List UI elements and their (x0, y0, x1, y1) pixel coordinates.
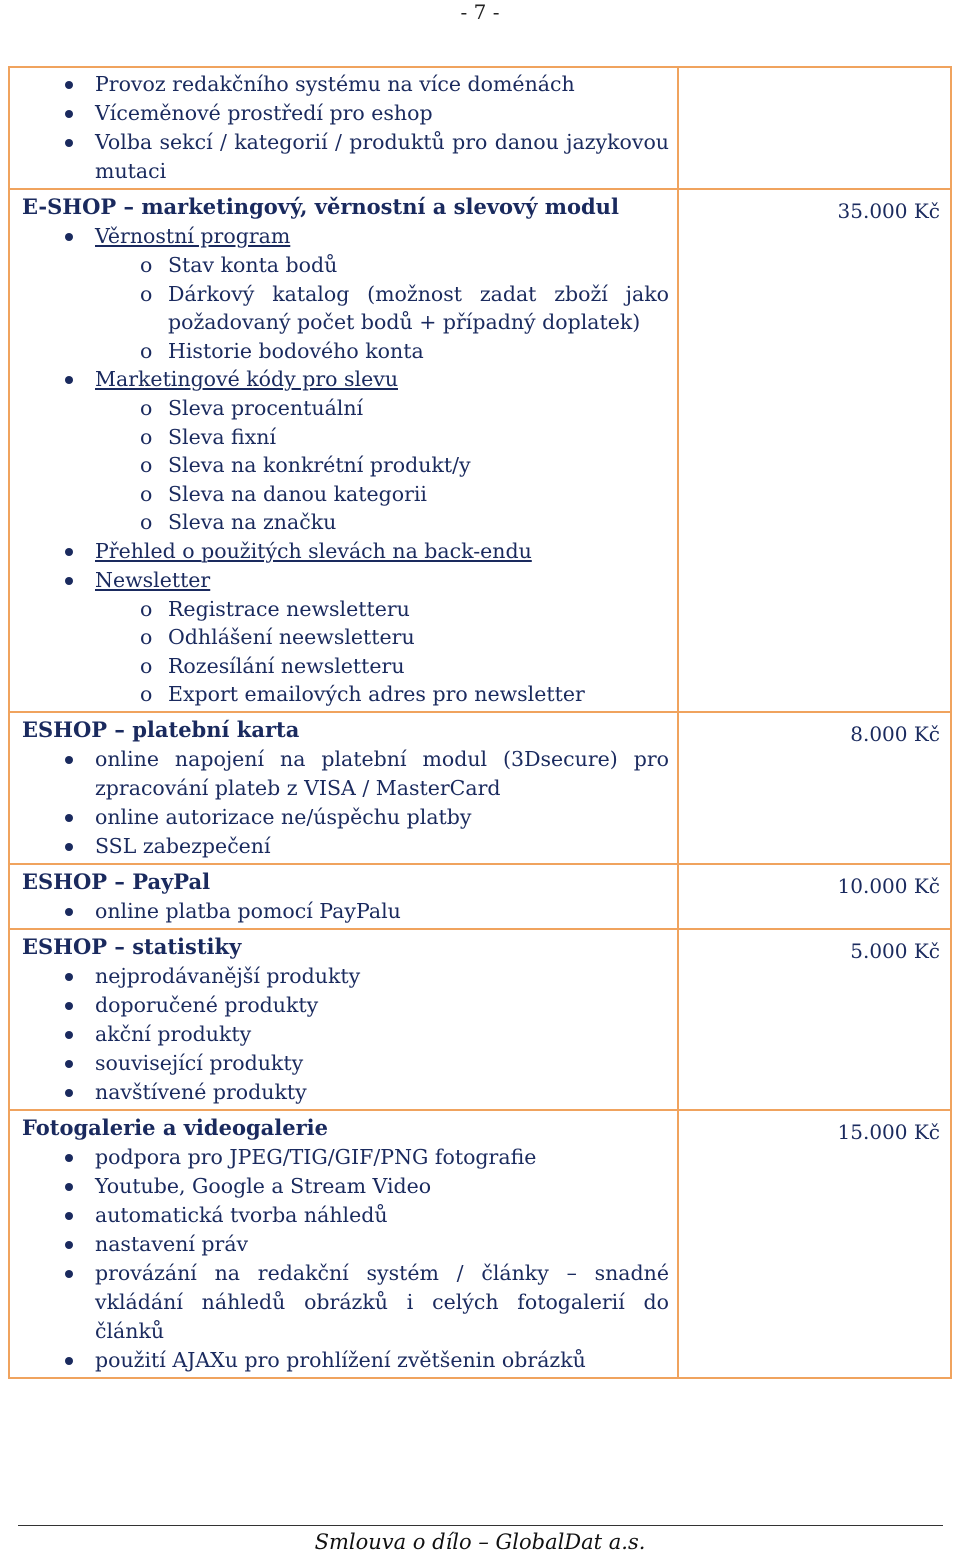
feature-item (22, 962, 677, 991)
footer-text: Smlouva o dílo – GlobalDat a.s. (314, 1530, 646, 1554)
feature-text: Sleva fixní (168, 424, 277, 449)
feature-text: navštívené produkty (95, 1079, 307, 1104)
feature-subitem (22, 394, 677, 423)
feature-text: doporučené produkty (95, 992, 319, 1017)
section-row (9, 189, 951, 712)
feature-text: Sleva procentuální (168, 396, 364, 420)
feature-text: Dárkový katalog (možnost zadat zboží jako požadovaný počet bodů + případný doplatek) (168, 281, 669, 334)
feature-item (22, 365, 677, 394)
section-price: 8.000 Kč (850, 721, 940, 746)
section-heading: ESHOP – statistiky (22, 933, 242, 959)
feature-item (22, 803, 677, 832)
feature-item (22, 70, 677, 99)
feature-text: související produkty (95, 1050, 304, 1075)
section-price-cell (678, 67, 951, 189)
section-row (9, 929, 951, 1110)
feature-text: Registrace newsletteru (168, 596, 410, 621)
section-content (9, 67, 678, 189)
section-row (9, 67, 951, 189)
feature-item (22, 99, 677, 128)
feature-item (22, 1346, 677, 1375)
feature-text: použití AJAXu pro prohlížení zvětšenin obrázků (95, 1347, 586, 1372)
feature-subitem (22, 251, 677, 280)
feature-subitem (22, 480, 677, 509)
feature-item (22, 832, 677, 861)
feature-text: Přehled o použitých slevách na back-endu (95, 538, 532, 563)
section-heading: ESHOP – PayPal (22, 868, 211, 894)
feature-item (22, 1259, 677, 1346)
section-row (9, 712, 951, 864)
section-heading: Fotogalerie a videogalerie (22, 1114, 328, 1140)
feature-text: Export emailových adres pro newsletter (168, 682, 585, 706)
feature-subitem (22, 451, 677, 480)
feature-text: Volba sekcí / kategorií / produktů pro danou jazykovou mutaci (95, 130, 669, 183)
feature-text: Sleva na danou kategorii (168, 481, 427, 506)
section-content (9, 189, 678, 712)
section-content (9, 864, 678, 929)
feature-subitem (22, 680, 677, 709)
feature-item (22, 1078, 677, 1107)
section-price: 15.000 Kč (837, 1119, 940, 1144)
feature-item (22, 897, 677, 926)
section-price: 5.000 Kč (850, 938, 940, 963)
feature-text: automatická tvorba náhledů (95, 1202, 388, 1227)
feature-list (22, 745, 677, 861)
offer-table (8, 66, 952, 1379)
feature-subitem (22, 623, 677, 652)
feature-text: online autorizace ne/úspěchu platby (95, 804, 472, 829)
section-price: 10.000 Kč (837, 873, 940, 898)
feature-text: Sleva na značku (168, 510, 337, 534)
feature-item (22, 1172, 677, 1201)
section-price-cell (678, 929, 951, 1110)
section-price: 35.000 Kč (837, 199, 940, 223)
feature-item (22, 745, 677, 803)
feature-item (22, 1049, 677, 1078)
feature-text: online platba pomocí PayPalu (95, 898, 401, 923)
feature-text: Odhlášení neewsletteru (168, 625, 415, 649)
feature-list (22, 222, 677, 709)
section-content (9, 929, 678, 1110)
feature-text: nejprodávanější produkty (95, 963, 361, 988)
feature-item (22, 991, 677, 1020)
feature-text: Sleva na konkrétní produkt/y (168, 453, 471, 477)
feature-item (22, 566, 677, 595)
feature-text: provázání na redakční systém / články – snadné vkládání náhledů obrázků i celých fotogalerií do článků (95, 1260, 669, 1343)
feature-text: Historie bodového konta (168, 338, 424, 363)
feature-list (22, 70, 677, 186)
feature-list (22, 897, 677, 926)
section-heading: ESHOP – platební karta (22, 716, 300, 742)
section-row (9, 1110, 951, 1378)
section-row (9, 864, 951, 929)
feature-text: Marketingové kódy pro slevu (95, 367, 399, 391)
feature-text: Newsletter (95, 567, 211, 592)
feature-subitem (22, 652, 677, 681)
feature-item (22, 1143, 677, 1172)
feature-subitem (22, 423, 677, 452)
feature-text: Věrnostní program (95, 224, 291, 248)
section-content (9, 712, 678, 864)
section-content (9, 1110, 678, 1378)
feature-item (22, 1020, 677, 1049)
section-price-cell (678, 712, 951, 864)
feature-item (22, 128, 677, 186)
feature-text: Stav konta bodů (168, 253, 338, 277)
feature-text: Víceměnové prostředí pro eshop (95, 101, 433, 125)
feature-item (22, 537, 677, 566)
feature-item (22, 222, 677, 251)
feature-text: nastavení práv (95, 1231, 249, 1256)
section-price-cell (678, 864, 951, 929)
feature-subitem (22, 595, 677, 624)
feature-text: SSL zabezpečení (95, 833, 271, 858)
feature-subitem (22, 280, 677, 337)
page-number: - 7 - (460, 0, 500, 24)
feature-subitem (22, 337, 677, 366)
feature-text: podpora pro JPEG/TIG/GIF/PNG fotografie (95, 1144, 537, 1169)
section-heading: E-SHOP – marketingový, věrnostní a slevový modul (22, 194, 619, 219)
feature-text: online napojení na platební modul (3Dsecure) pro zpracování plateb z VISA / MasterCard (95, 746, 669, 800)
feature-item (22, 1201, 677, 1230)
feature-text: Provoz redakčního systému na více doménách (95, 72, 575, 96)
footer-divider (18, 1525, 943, 1526)
feature-subitem (22, 508, 677, 537)
section-price-cell (678, 1110, 951, 1378)
section-price-cell (678, 189, 951, 712)
feature-list (22, 1143, 677, 1375)
feature-text: akční produkty (95, 1021, 252, 1046)
feature-text: Youtube, Google a Stream Video (95, 1173, 432, 1198)
feature-item (22, 1230, 677, 1259)
feature-list (22, 962, 677, 1107)
feature-text: Rozesílání newsletteru (168, 653, 405, 678)
